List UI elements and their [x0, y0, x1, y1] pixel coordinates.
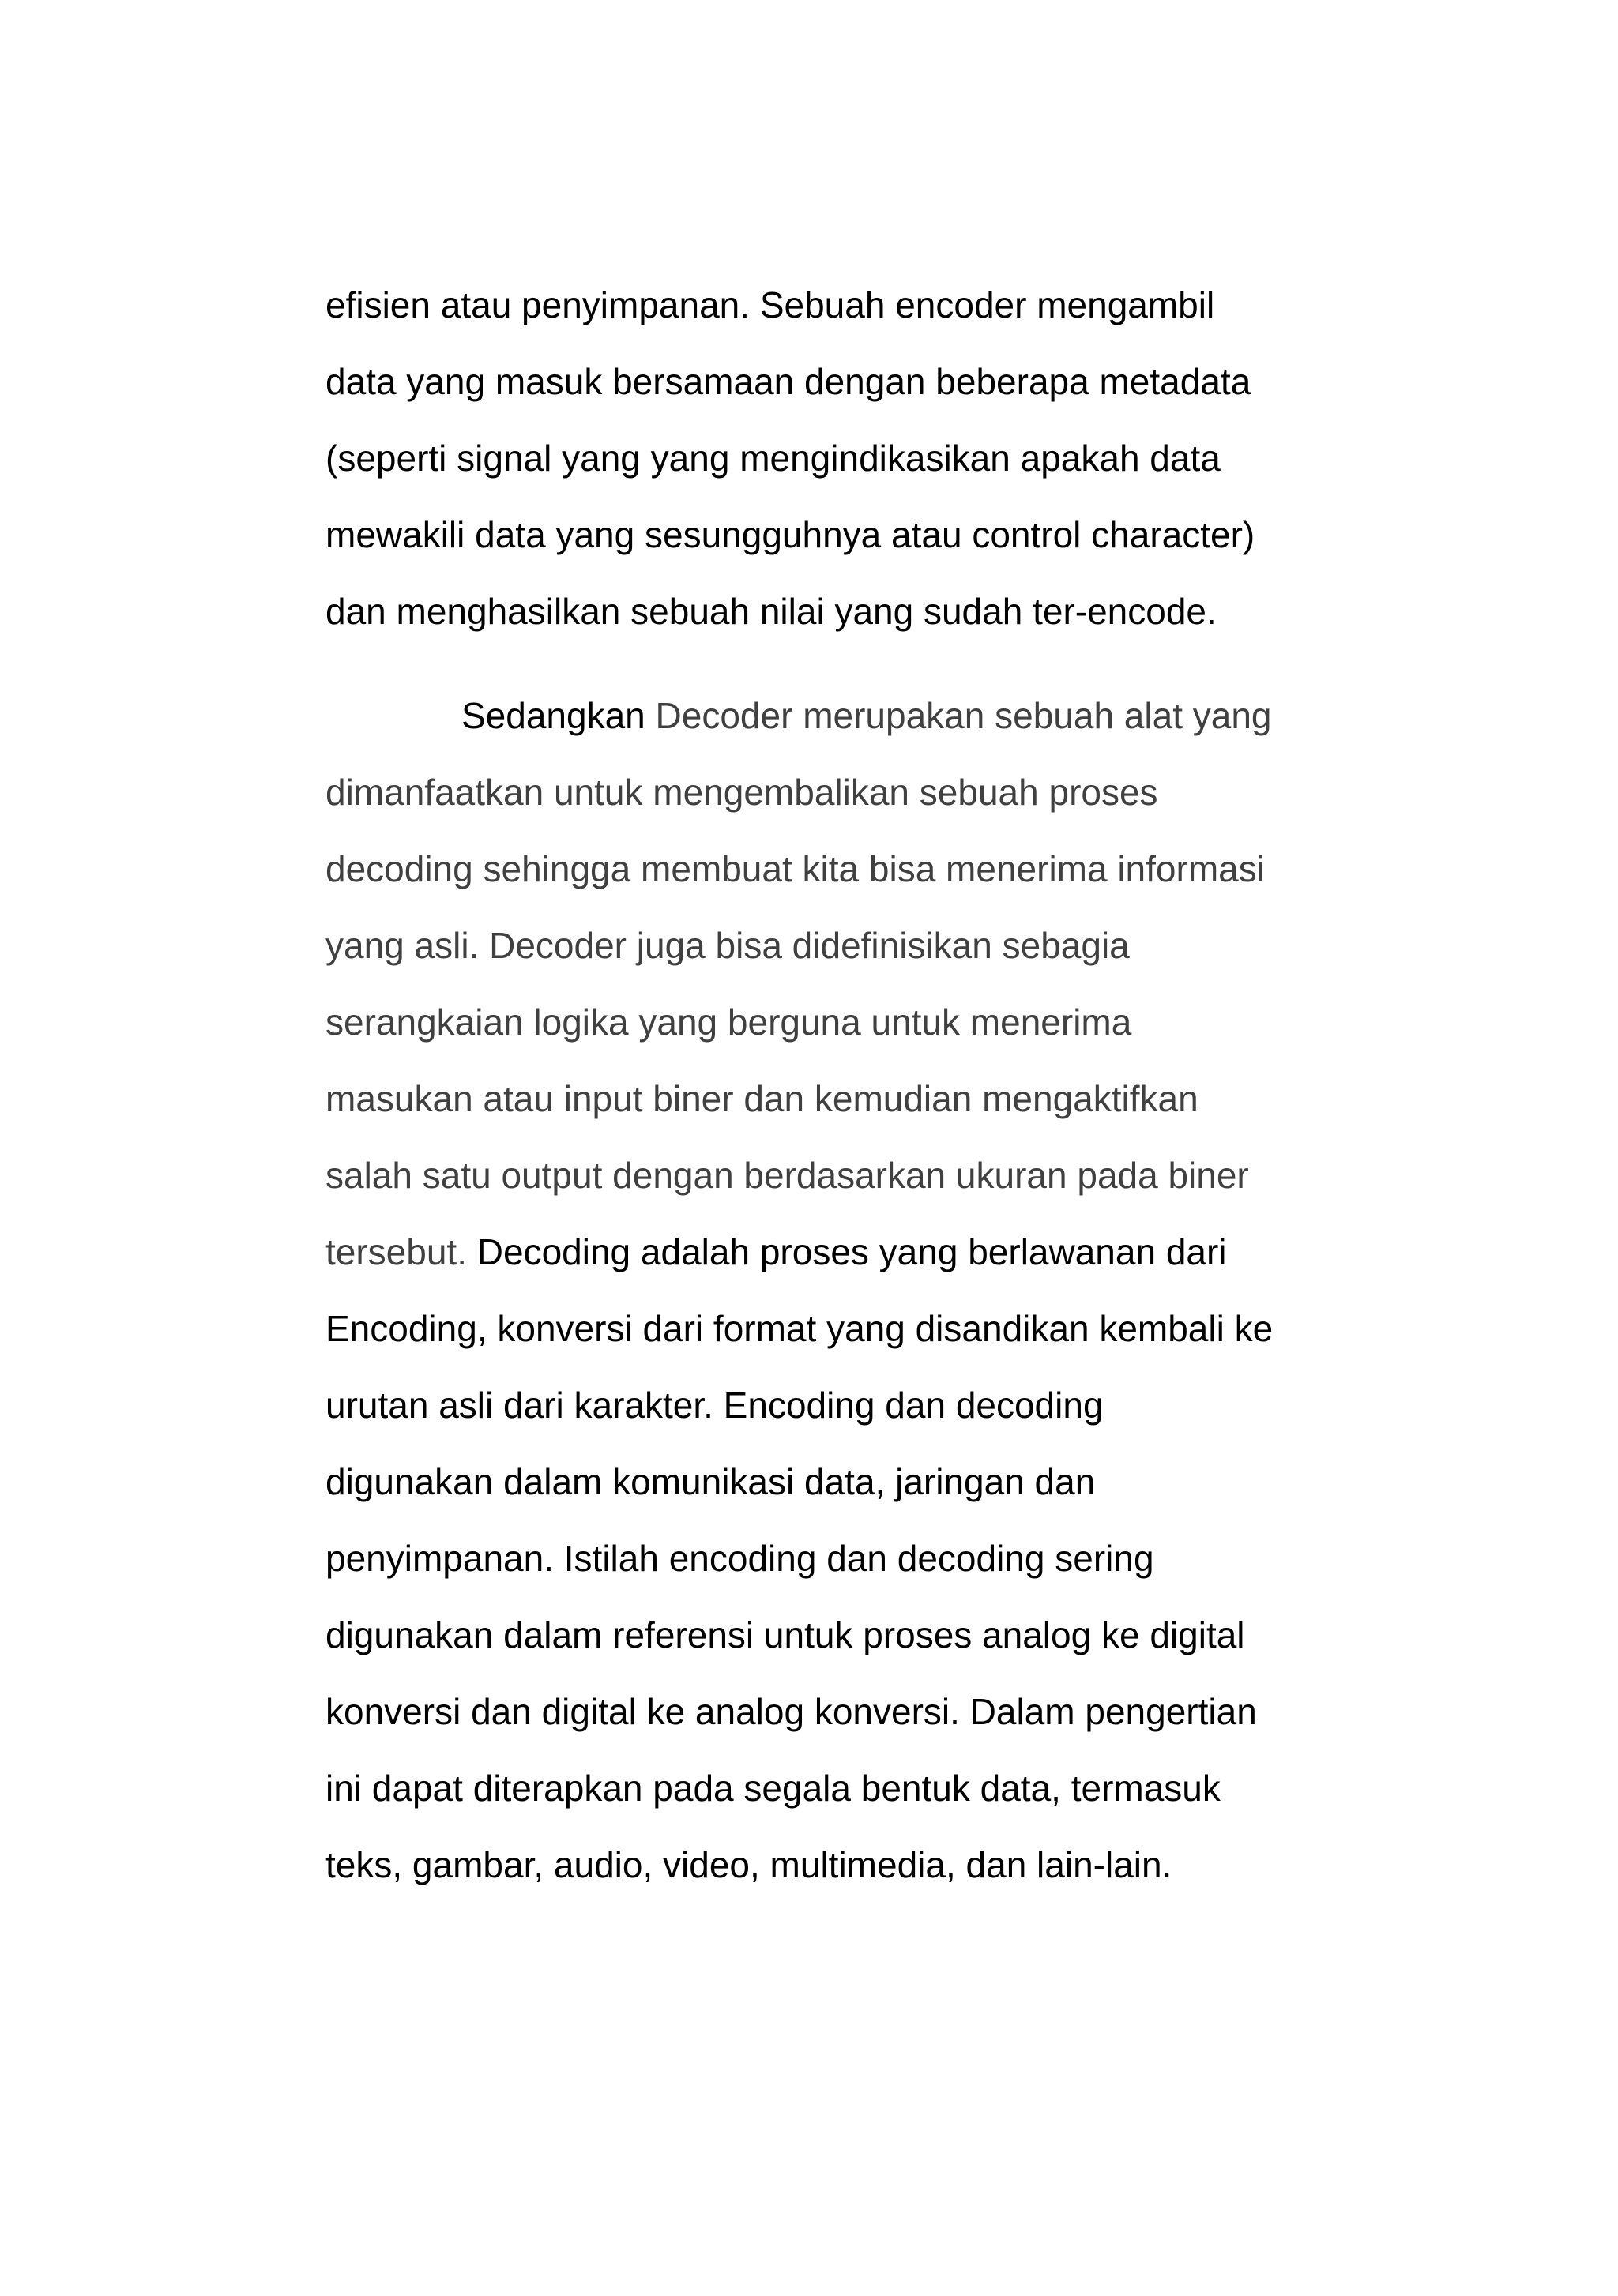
paragraph-1-line-2: data yang masuk bersamaan dengan beberapa metadata [325, 361, 1251, 402]
paragraph-2-line-1-rest: Decoder merupakan sebuah alat yang [645, 695, 1272, 736]
paragraph-2-line-15: ini dapat diterapkan pada segala bentuk data, termasuk [325, 1768, 1221, 1809]
paragraph-2-line-3: decoding sehingga membuat kita bisa menerima informasi [325, 848, 1265, 889]
paragraph-1-line-5: dan menghasilkan sebuah nilai yang sudah ter-encode. [325, 591, 1217, 632]
paragraph-2-line-13: digunakan dalam referensi untuk proses analog ke digital [325, 1614, 1245, 1655]
paragraph-2-line-6: masukan atau input biner dan kemudian mengaktifkan [325, 1078, 1198, 1119]
paragraph-2-line-9: Encoding, konversi dari format yang disandikan kembali ke [325, 1308, 1274, 1349]
paragraph-2-line-8 [325, 1228, 1227, 1276]
paragraph-1-line-1: efisien atau penyimpanan. Sebuah encoder mengambil [325, 284, 1215, 325]
paragraph-2-line-11: digunakan dalam komunikasi data, jaringan dan [325, 1461, 1096, 1502]
paragraph-2-line-8-gray: tersebut. [325, 1231, 467, 1272]
paragraph-2-line-4: yang asli. Decoder juga bisa didefinisikan sebagia [325, 925, 1130, 966]
paragraph-2-line-8-dark: Decoding adalah proses yang berlawanan dari [467, 1231, 1227, 1272]
paragraph-2-line-16: teks, gambar, audio, video, multimedia, dan lain-lain. [325, 1844, 1172, 1885]
paragraph-1-line-3: (seperti signal yang yang mengindikasikan apakah data [325, 438, 1221, 479]
paragraph-2-line-7: salah satu output dengan berdasarkan ukuran pada biner [325, 1155, 1249, 1196]
paragraph-2-line-1 [461, 692, 1272, 739]
paragraph-2-line-5: serangkaian logika yang berguna untuk menerima [325, 1001, 1132, 1043]
paragraph-2-line-10: urutan asli dari karakter. Encoding dan decoding [325, 1385, 1104, 1426]
paragraph-2-line-14: konversi dan digital ke analog konversi. Dalam pengertian [325, 1691, 1257, 1732]
paragraph-2-lead-word: Sedangkan [461, 695, 645, 736]
paragraph-2-line-12: penyimpanan. Istilah encoding dan decoding sering [325, 1538, 1154, 1579]
paragraph-1-line-4: mewakili data yang sesungguhnya atau control character) [325, 514, 1255, 555]
paragraph-2-line-2: dimanfaatkan untuk mengembalikan sebuah proses [325, 772, 1158, 813]
